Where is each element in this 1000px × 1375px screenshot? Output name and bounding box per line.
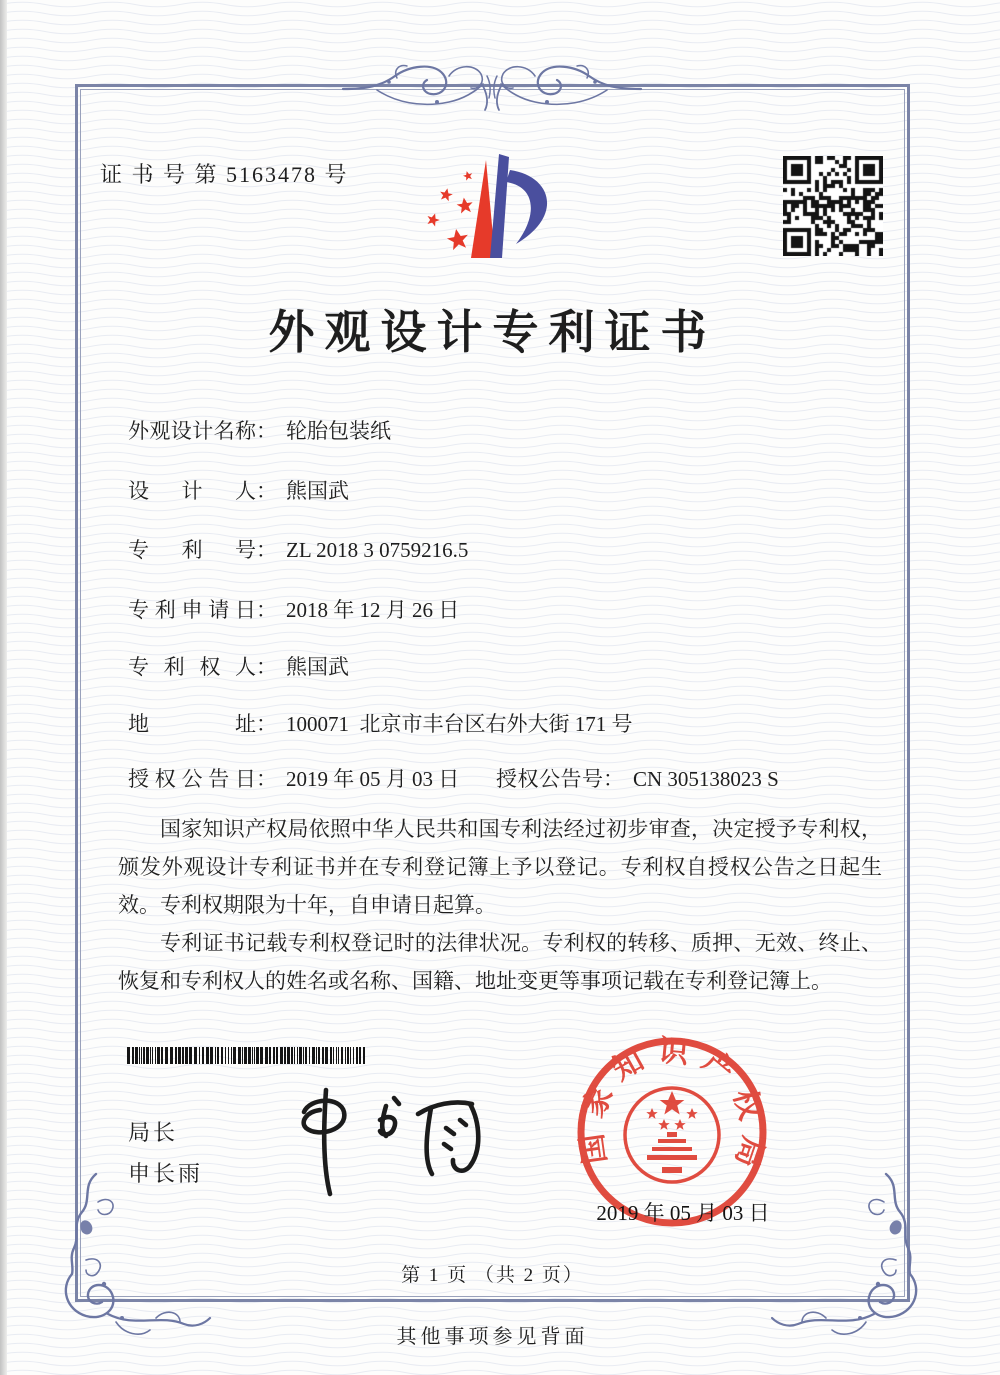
director-signature-icon	[268, 1076, 508, 1201]
grant-number-value: CN 305138023 S	[633, 767, 779, 791]
scan-edge-artifact	[0, 0, 7, 1375]
field-row-address: 地址： 100071 北京市丰台区右外大街 171 号	[128, 708, 633, 738]
field-label: 外观设计名称	[128, 419, 256, 443]
director-title-label: 局长	[128, 1120, 179, 1145]
certificate-number: 证 书 号 第 5163478 号	[100, 162, 349, 187]
field-label: 专利号	[128, 538, 256, 562]
certificate-title: 外观设计专利证书	[268, 307, 717, 358]
field-label: 地址	[128, 712, 256, 736]
legal-paragraph-1: 国家知识产权局依照中华人民共和国专利法经过初步审查，决定授予专利权，颁发外观设计专利证书并在专利登记簿上予以登记。专利权自授权公告之日起生效。专利权期限为十年，自申请日起算。	[118, 817, 882, 917]
field-value: ZL 2018 3 0759216.5	[286, 538, 469, 562]
seal-ring-text: 国家知识产权局	[574, 1034, 771, 1183]
field-row-grant: 授权公告日： 2019 年 05 月 03 日 授权公告号： CN 305138023 S	[128, 763, 459, 793]
field-row-designer: 设计人： 熊国武	[128, 475, 349, 505]
seal-date: 2019 年 05 月 03 日	[596, 1201, 770, 1225]
national-emblem-icon	[625, 1088, 719, 1182]
field-label: 授权公告日	[128, 767, 256, 791]
field-label: 授权公告号	[496, 767, 603, 791]
qr-code	[783, 156, 883, 256]
field-label: 专利申请日	[128, 598, 256, 622]
cnipa-logo-icon	[424, 150, 569, 295]
page-number: 第 1 页 （共 2 页）	[401, 1265, 584, 1286]
legal-text	[118, 810, 882, 1000]
back-note: 其他事项参见背面	[396, 1326, 589, 1348]
field-label: 专利权人	[128, 655, 256, 679]
director-name: 申长雨	[128, 1161, 204, 1186]
legal-paragraph-2: 专利证书记载专利权登记时的法律状况。专利权的转移、质押、无效、终止、恢复和专利权人的姓名或名称、国籍、地址变更等事项记载在专利登记簿上。	[118, 931, 882, 993]
border-ornament-top-icon	[337, 56, 647, 122]
field-row-patentee: 专利权人： 熊国武	[128, 651, 349, 681]
field-value: 2018 年 12 月 26 日	[286, 598, 460, 622]
border-ornament-bottom-right-icon	[770, 1172, 930, 1342]
border-ornament-bottom-left-icon	[52, 1172, 212, 1342]
barcode	[127, 1047, 377, 1064]
field-label: 设计人	[128, 479, 256, 503]
field-row-design-name: 外观设计名称： 轮胎包装纸	[128, 415, 391, 445]
field-row-filing-date: 专利申请日： 2018 年 12 月 26 日	[128, 594, 459, 624]
field-value: 熊国武	[286, 479, 349, 503]
field-value: 轮胎包装纸	[286, 419, 391, 443]
grant-date-value: 2019 年 05 月 03 日	[286, 767, 460, 791]
grant-number-pair: 授权公告号： CN 305138023 S	[496, 763, 779, 793]
field-value: 熊国武	[286, 655, 349, 679]
field-row-patent-number: 专利号： ZL 2018 3 0759216.5	[128, 534, 468, 564]
field-value: 100071 北京市丰台区右外大街 171 号	[286, 712, 633, 736]
